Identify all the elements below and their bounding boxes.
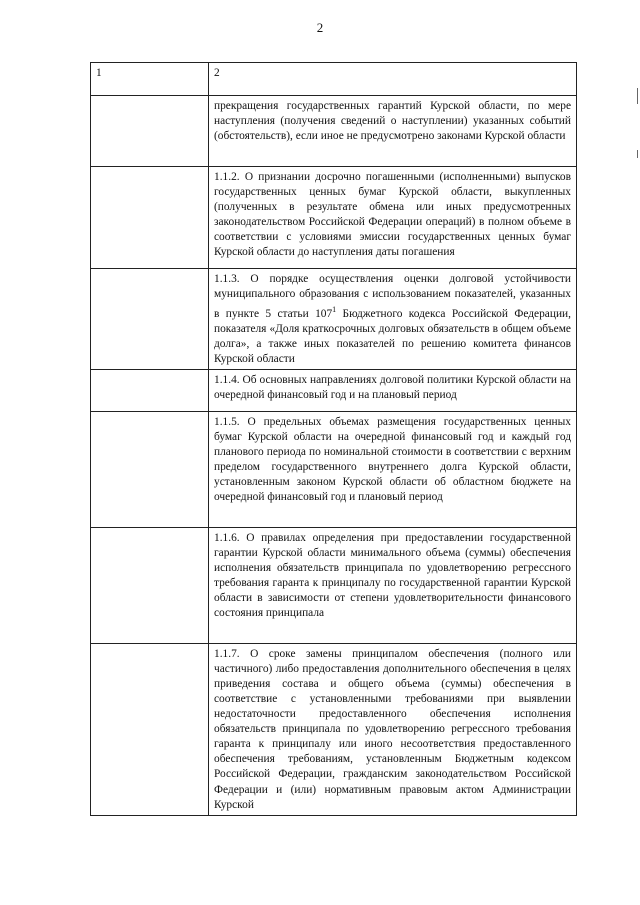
row-text: 1.1.2. О признании досрочно погашенными (исполненными) выпусков государственных ценных бумаг Курской области, выкупленных (полученных в результате обмена или иных предусмотренных законодательством Российской Федерации операций) в полном объеме в соответствии с условиями эмиссии государственных ценных бумаг Курской области до наступления даты погашения: [209, 167, 577, 269]
empty-cell: [91, 370, 209, 412]
row-text: прекращения государственных гарантий Курской области, по мере наступления (получения сведений о наступлении) указанных событий (обстоятельств), если иное не предусмотрено законами Курской области: [209, 96, 577, 167]
column-header-1: 1: [91, 63, 209, 96]
empty-cell: [91, 96, 209, 167]
superscript: 1: [332, 305, 337, 315]
content-table: [90, 62, 577, 816]
table-row: [91, 167, 577, 269]
table-row: [91, 644, 577, 816]
scan-edge-mark: [637, 150, 638, 158]
empty-cell: [91, 167, 209, 269]
empty-cell: [91, 269, 209, 370]
row-text: 1.1.4. Об основных направлениях долговой политики Курской области на очередной финансовый год и на плановый период: [209, 370, 577, 412]
row-text: 1.1.7. О сроке замены принципалом обеспечения (полного или частичного) либо предоставления дополнительного обеспечения в целях приведения состава и общего объема (суммы) обеспечения в соответствие с установленными требованиями при выявлении недостаточности предоставленного обеспечения исполнения обязательств принципала по удовлетворению регрессного требования гаранта к принципалу или иного несоответствия предоставленного обеспечения требованиям, установленным Бюджетным кодексом Российской Федерации, гражданским законодательством Российской Федерации и (или) нормативным правовым актом Администрации Курской: [209, 644, 577, 816]
page-number: 2: [316, 20, 324, 35]
scan-edge-mark: [637, 88, 638, 104]
table-row: [91, 412, 577, 528]
row-text-part: Бюджетного кодекса Российской Федерации, показателя «Доля краткосрочных долговых обязательств в общем объеме долга», а также иных показателей по решению комитета финансов Курской области: [214, 307, 571, 366]
row-text: 1.1.5. О предельных объемах размещения государственных ценных бумаг Курской области на очередной финансовый год и каждый год планового периода по номинальной стоимости в соответствии с верхним пределом государственного внутреннего долга Курской области, установленным законом Курской области об областном бюджете на очередной финансовый год и плановый период: [209, 412, 577, 528]
empty-cell: [91, 528, 209, 644]
empty-cell: [91, 644, 209, 816]
table-row: [91, 96, 577, 167]
empty-cell: [91, 412, 209, 528]
row-text-part: 1.1.3. О порядке осуществления оценки долговой устойчивости муниципального образования с использованием показателей, указанных в пункте 5 статьи 107: [214, 273, 571, 320]
row-text: 1.1.6. О правилах определения при предоставлении государственной гарантии Курской области минимального объема (суммы) обеспечения исполнения обязательств принципала по удовлетворению регрессного требования гаранта к принципалу по государственной гарантии Курской области в зависимости от степени удовлетворительности финансового состояния принципала: [209, 528, 577, 644]
column-header-2: 2: [209, 63, 577, 96]
row-text: [209, 269, 577, 370]
table-row: [91, 269, 577, 370]
table-row: [91, 528, 577, 644]
table-header-row: [91, 63, 577, 96]
table-row: [91, 370, 577, 412]
